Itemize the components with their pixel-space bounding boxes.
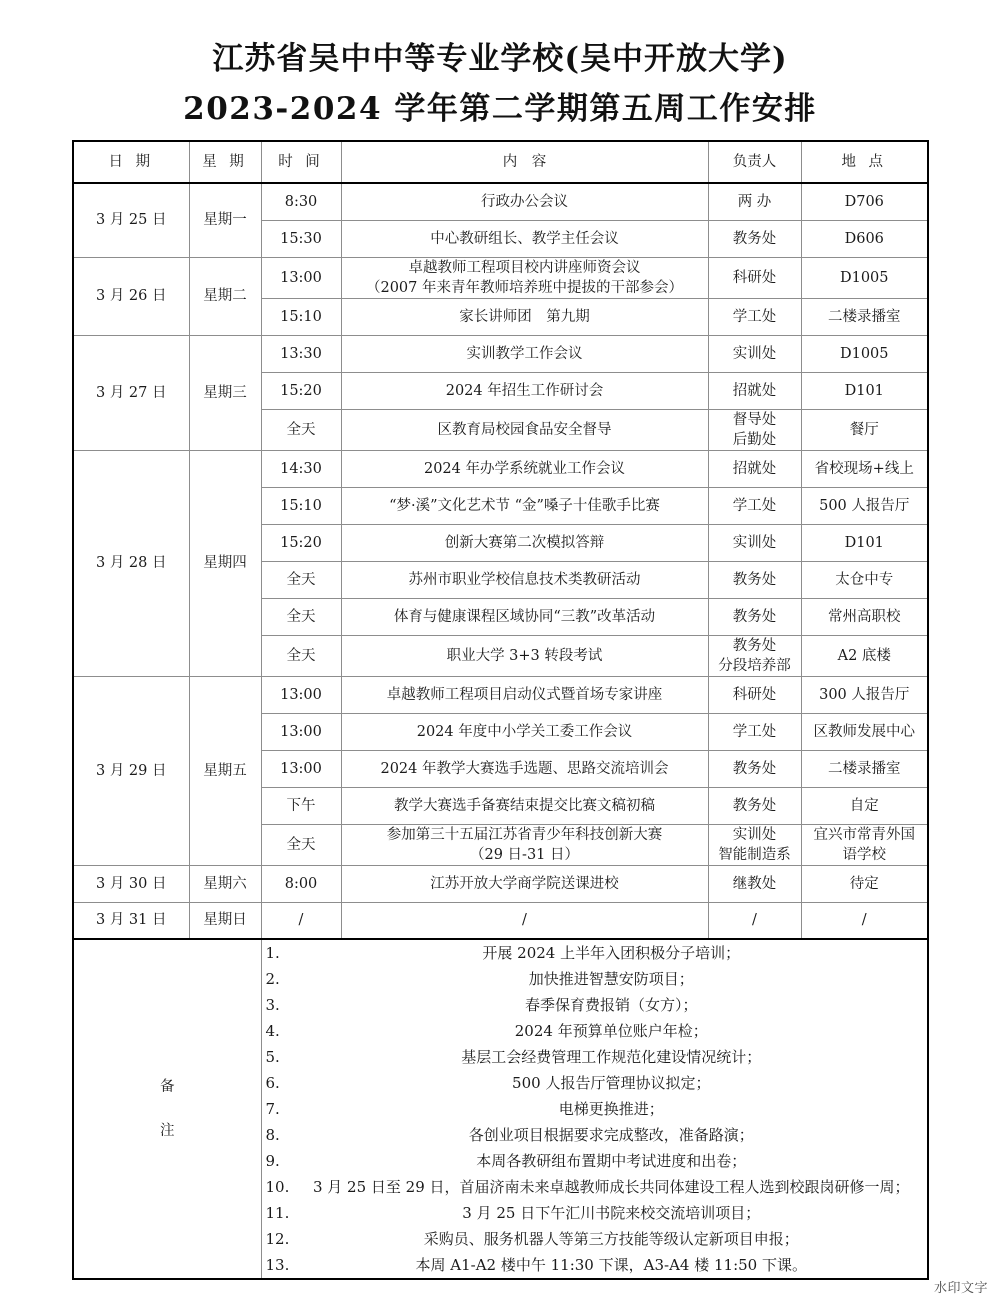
note-item: 采购员、服务机器人等第三方技能等级认定新项目申报； bbox=[423, 1230, 799, 1248]
cell-time: 全天 bbox=[261, 598, 341, 635]
cell-content: 2024 年度中小学关工委工作会议 bbox=[341, 713, 708, 750]
note-item: 春季保育费报销（女方）； bbox=[524, 996, 698, 1014]
cell-date: 3 月 31 日 bbox=[73, 902, 189, 939]
cell-content: 2024 年办学系统就业工作会议 bbox=[341, 450, 708, 487]
note-item: 本周各教研组布置期中考试进度和出卷； bbox=[476, 1152, 747, 1170]
table-row bbox=[73, 865, 928, 902]
cell-time: / bbox=[261, 902, 341, 939]
schedule-table bbox=[72, 140, 929, 1280]
cell-time: 全天 bbox=[261, 561, 341, 598]
cell-owner bbox=[708, 824, 801, 865]
cell-place: D101 bbox=[801, 372, 928, 409]
column-header-weekday: 星 期 bbox=[189, 141, 261, 183]
cell-time: 全天 bbox=[261, 635, 341, 676]
cell-owner-line-2: 后勤处 bbox=[732, 431, 777, 448]
page-title-line-2: 2023-2024 学年第二学期第五周工作安排 bbox=[183, 91, 817, 127]
cell-content: 中心教研组长、教学主任会议 bbox=[341, 220, 708, 257]
cell-weekday: 星期一 bbox=[189, 183, 261, 257]
cell-place: 500 人报告厅 bbox=[801, 487, 928, 524]
table-row bbox=[73, 183, 928, 220]
cell-place: D1005 bbox=[801, 335, 928, 372]
cell-time: 15:10 bbox=[261, 487, 341, 524]
cell-weekday: 星期日 bbox=[189, 902, 261, 939]
cell-place: / bbox=[801, 902, 928, 939]
cell-weekday: 星期二 bbox=[189, 257, 261, 335]
note-item: 3 月 25 日下午汇川书院来校交流培训项目； bbox=[462, 1204, 761, 1222]
schedule-table-wrapper bbox=[72, 140, 928, 1280]
cell-place: A2 底楼 bbox=[801, 635, 928, 676]
cell-place bbox=[801, 824, 928, 865]
cell-owner bbox=[708, 409, 801, 450]
cell-time: 13:00 bbox=[261, 676, 341, 713]
column-header-time: 时 间 bbox=[261, 141, 341, 183]
note-item: 加快推进智慧安防项目； bbox=[528, 970, 694, 988]
watermark-text: 水印文字 bbox=[933, 1281, 988, 1296]
cell-time: 8:00 bbox=[261, 865, 341, 902]
cell-content: “梦·溪”文化艺术节 “金”嗓子十佳歌手比赛 bbox=[341, 487, 708, 524]
cell-owner: 实训处 bbox=[708, 335, 801, 372]
cell-content-line-2: （29 日-31 日） bbox=[469, 846, 580, 863]
cell-content: 行政办公会议 bbox=[341, 183, 708, 220]
table-row bbox=[73, 257, 928, 298]
cell-place: 常州高职校 bbox=[801, 598, 928, 635]
cell-content: 2024 年招生工作研讨会 bbox=[341, 372, 708, 409]
cell-place: 二楼录播室 bbox=[801, 750, 928, 787]
cell-place: 待定 bbox=[801, 865, 928, 902]
table-row bbox=[73, 335, 928, 372]
cell-owner-line-2: 分段培养部 bbox=[718, 657, 791, 674]
cell-content: 区教育局校园食品安全督导 bbox=[341, 409, 708, 450]
cell-weekday: 星期五 bbox=[189, 676, 261, 865]
cell-place: 太仓中专 bbox=[801, 561, 928, 598]
cell-place: D101 bbox=[801, 524, 928, 561]
table-row bbox=[73, 450, 928, 487]
cell-content: 江苏开放大学商学院送课进校 bbox=[341, 865, 708, 902]
note-item: 本周 A1-A2 楼中午 11:30 下课，A3-A4 楼 11:50 下课。 bbox=[415, 1256, 807, 1274]
cell-date: 3 月 27 日 bbox=[73, 335, 189, 450]
note-item: 2024 年预算单位账户年检； bbox=[514, 1022, 708, 1040]
cell-place: D606 bbox=[801, 220, 928, 257]
cell-date: 3 月 26 日 bbox=[73, 257, 189, 335]
cell-place: D706 bbox=[801, 183, 928, 220]
cell-owner: / bbox=[708, 902, 801, 939]
cell-content: 创新大赛第二次模拟答辩 bbox=[341, 524, 708, 561]
cell-owner: 教务处 bbox=[708, 220, 801, 257]
cell-time: 8:30 bbox=[261, 183, 341, 220]
cell-content-line-2: （2007 年来青年教师培养班中提拔的干部参会） bbox=[365, 279, 683, 296]
cell-owner: 教务处 bbox=[708, 561, 801, 598]
cell-time: 15:30 bbox=[261, 220, 341, 257]
cell-owner: 科研处 bbox=[708, 676, 801, 713]
cell-time: 全天 bbox=[261, 824, 341, 865]
cell-owner-line-2: 智能制造系 bbox=[718, 846, 791, 863]
cell-owner: 学工处 bbox=[708, 298, 801, 335]
cell-time: 13:00 bbox=[261, 713, 341, 750]
notes-list bbox=[266, 940, 924, 1278]
cell-owner: 学工处 bbox=[708, 713, 801, 750]
cell-content bbox=[341, 824, 708, 865]
note-item: 基层工会经费管理工作规范化建设情况统计； bbox=[461, 1048, 762, 1066]
cell-date: 3 月 28 日 bbox=[73, 450, 189, 676]
page-title-line-1: 江苏省吴中中等专业学校(吴中开放大学) bbox=[212, 41, 788, 77]
cell-date: 3 月 29 日 bbox=[73, 676, 189, 865]
table-body bbox=[73, 183, 928, 1279]
cell-owner: 教务处 bbox=[708, 787, 801, 824]
cell-time: 13:00 bbox=[261, 750, 341, 787]
cell-content: 家长讲师团 第九期 bbox=[341, 298, 708, 335]
cell-content: 实训教学工作会议 bbox=[341, 335, 708, 372]
table-row bbox=[73, 902, 928, 939]
cell-time: 13:30 bbox=[261, 335, 341, 372]
cell-owner: 两 办 bbox=[708, 183, 801, 220]
cell-place: 二楼录播室 bbox=[801, 298, 928, 335]
cell-time: 15:10 bbox=[261, 298, 341, 335]
cell-content: / bbox=[341, 902, 708, 939]
cell-weekday: 星期六 bbox=[189, 865, 261, 902]
cell-owner: 招就处 bbox=[708, 372, 801, 409]
cell-owner: 招就处 bbox=[708, 450, 801, 487]
cell-owner: 学工处 bbox=[708, 487, 801, 524]
cell-owner-line-1: 实训处 bbox=[732, 826, 777, 843]
cell-place: 区教师发展中心 bbox=[801, 713, 928, 750]
cell-place: 自定 bbox=[801, 787, 928, 824]
column-header-content: 内 容 bbox=[341, 141, 708, 183]
cell-content: 卓越教师工程项目启动仪式暨首场专家讲座 bbox=[341, 676, 708, 713]
cell-content-line-1: 卓越教师工程项目校内讲座师资会议 bbox=[408, 259, 641, 276]
note-item: 3 月 25 日至 29 日，首届济南未来卓越教师成长共同体建设工程人选到校跟岗研修一周； bbox=[312, 1178, 910, 1196]
cell-weekday: 星期三 bbox=[189, 335, 261, 450]
note-item: 电梯更换推进； bbox=[558, 1100, 664, 1118]
cell-content: 2024 年教学大赛选手选题、思路交流培训会 bbox=[341, 750, 708, 787]
table-header bbox=[73, 141, 928, 183]
cell-content-line-1: 参加第三十五届江苏省青少年科技创新大赛 bbox=[386, 826, 663, 843]
cell-place: 餐厅 bbox=[801, 409, 928, 450]
cell-time: 下午 bbox=[261, 787, 341, 824]
header-row bbox=[73, 141, 928, 183]
cell-place-line-2: 语学校 bbox=[842, 846, 886, 863]
cell-owner: 教务处 bbox=[708, 598, 801, 635]
cell-content: 职业大学 3+3 转段考试 bbox=[341, 635, 708, 676]
cell-place: D1005 bbox=[801, 257, 928, 298]
cell-owner: 继教处 bbox=[708, 865, 801, 902]
cell-content: 苏州市职业学校信息技术类教研活动 bbox=[341, 561, 708, 598]
cell-time: 15:20 bbox=[261, 372, 341, 409]
notes-label-line-1: 备 bbox=[160, 1079, 175, 1095]
note-item: 开展 2024 上半年入团积极分子培训； bbox=[482, 944, 741, 962]
cell-weekday: 星期四 bbox=[189, 450, 261, 676]
notes-label bbox=[73, 939, 261, 1279]
column-header-place: 地 点 bbox=[801, 141, 928, 183]
cell-time: 全天 bbox=[261, 409, 341, 450]
cell-owner-line-1: 督导处 bbox=[732, 411, 777, 428]
cell-place: 省校现场+线上 bbox=[801, 450, 928, 487]
cell-owner: 教务处 bbox=[708, 750, 801, 787]
cell-place-line-1: 宜兴市常青外国 bbox=[813, 826, 915, 843]
cell-time: 15:20 bbox=[261, 524, 341, 561]
notes-label-line-2: 注 bbox=[160, 1123, 175, 1139]
cell-owner: 科研处 bbox=[708, 257, 801, 298]
note-item: 500 人报告厅管理协议拟定； bbox=[512, 1074, 711, 1092]
cell-owner-line-1: 教务处 bbox=[732, 637, 777, 654]
cell-date: 3 月 25 日 bbox=[73, 183, 189, 257]
cell-time: 13:00 bbox=[261, 257, 341, 298]
cell-owner: 实训处 bbox=[708, 524, 801, 561]
cell-content: 教学大赛选手备赛结束提交比赛文稿初稿 bbox=[341, 787, 708, 824]
column-header-owner: 负责人 bbox=[708, 141, 801, 183]
table-row bbox=[73, 676, 928, 713]
notes-body bbox=[261, 939, 928, 1279]
notes-row bbox=[73, 939, 928, 1279]
cell-time: 14:30 bbox=[261, 450, 341, 487]
cell-place: 300 人报告厅 bbox=[801, 676, 928, 713]
cell-owner bbox=[708, 635, 801, 676]
cell-content: 体育与健康课程区域协同“三教”改革活动 bbox=[341, 598, 708, 635]
cell-content bbox=[341, 257, 708, 298]
cell-date: 3 月 30 日 bbox=[73, 865, 189, 902]
document-title-block bbox=[0, 0, 1000, 134]
column-header-date: 日 期 bbox=[73, 141, 189, 183]
note-item: 各创业项目根据要求完成整改，准备路演； bbox=[468, 1126, 754, 1144]
